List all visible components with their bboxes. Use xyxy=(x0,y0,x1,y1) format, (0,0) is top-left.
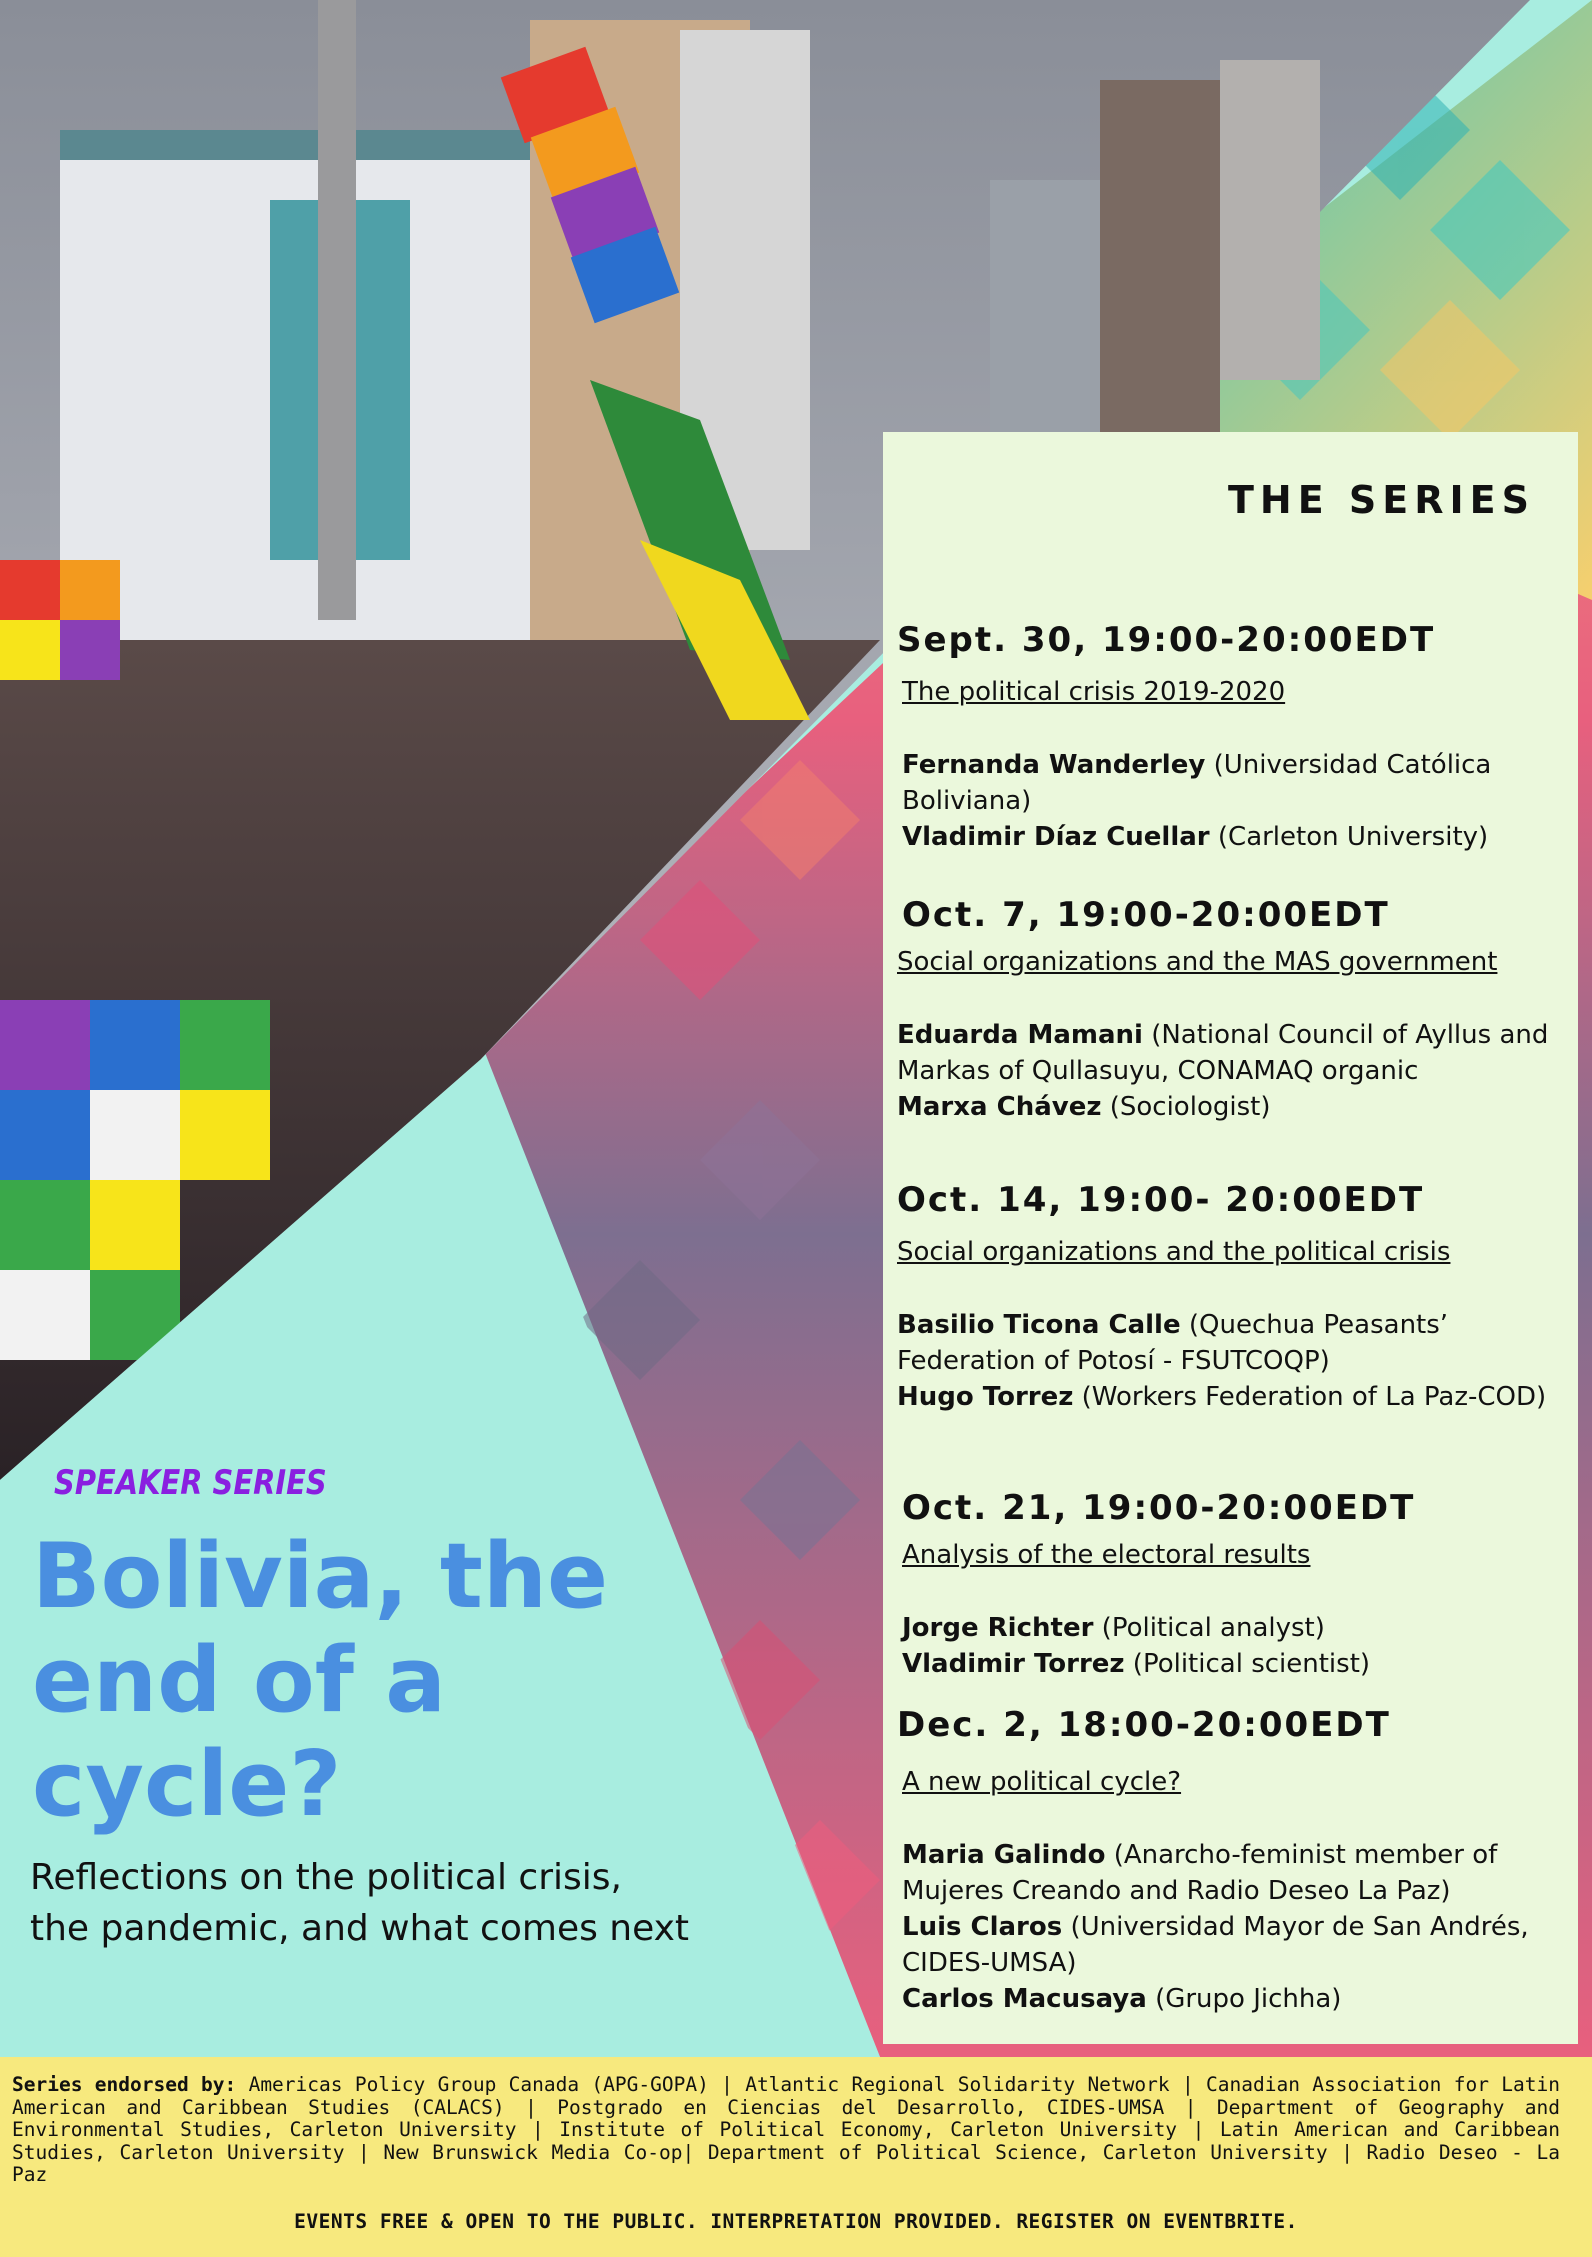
event-5-date: Dec. 2, 18:00-20:00EDT xyxy=(897,1705,1391,1745)
event-1-topic: The political crisis 2019-2020 xyxy=(902,677,1286,707)
speaker-series-kicker: SPEAKER SERIES xyxy=(54,1463,327,1503)
page-subtitle: Reflections on the political crisis, the pandemic, and what comes next xyxy=(30,1857,690,1949)
endorsed-list: Americas Policy Group Canada (APG-GOPA) | Atlantic Regional Solidarity Network | Canadian Association for Latin American and Caribbean Studies (CALACS) | Postgrado en Ciencias del Desarrollo, CIDES-UMSA | Department of Geography and Environmental Studies, Carleton University | Institute of Political Economy, Carleton University | Latin American and Caribbean Studies, Carleton University | New Brunswick Media Co-op| Department of Political Science, Carleton University | Radio Deseo - La Paz xyxy=(12,2073,1560,2186)
speaker: Jorge Richter (Political analyst) xyxy=(902,1613,1325,1643)
speaker: Eduarda Mamani (National Council of Ayllus and Markas of Qullasuyu, CONAMAQ organic xyxy=(897,1020,1549,1086)
event-1-date: Sept. 30, 19:00-20:00EDT xyxy=(897,620,1436,660)
speaker: Fernanda Wanderley (Universidad Católica Boliviana) xyxy=(902,750,1492,816)
event-3-topic: Social organizations and the political crisis xyxy=(897,1237,1451,1267)
events-note: EVENTS FREE & OPEN TO THE PUBLIC. INTERPRETATION PROVIDED. REGISTER ON EVENTBRITE. xyxy=(294,2210,1298,2233)
event-2-topic: Social organizations and the MAS government xyxy=(897,947,1498,977)
endorsements xyxy=(12,2074,1560,2187)
speaker: Maria Galindo (Anarcho-feminist member of Mujeres Creando and Radio Deseo La Paz) xyxy=(902,1840,1498,1906)
speaker: Basilio Ticona Calle (Quechua Peasants’ Federation of Potosí - FSUTCOQP) xyxy=(897,1310,1449,1376)
event-5-speakers xyxy=(902,1837,1582,2017)
event-3-date: Oct. 14, 19:00- 20:00EDT xyxy=(897,1180,1425,1220)
event-1-speakers xyxy=(902,747,1582,855)
event-2-speakers xyxy=(897,1017,1577,1125)
page-title: Bolivia, the end of a cycle? xyxy=(32,1524,609,1837)
event-4-speakers xyxy=(902,1610,1582,1682)
speaker: Carlos Macusaya (Grupo Jichha) xyxy=(902,1984,1342,2014)
event-2-date: Oct. 7, 19:00-20:00EDT xyxy=(902,895,1390,935)
event-4-topic: Analysis of the electoral results xyxy=(902,1540,1311,1570)
event-5-topic: A new political cycle? xyxy=(902,1767,1182,1797)
event-3-speakers xyxy=(897,1307,1577,1415)
series-heading: THE SERIES xyxy=(1228,478,1535,522)
speaker: Vladimir Torrez (Political scientist) xyxy=(902,1649,1371,1679)
event-4-date: Oct. 21, 19:00-20:00EDT xyxy=(902,1488,1416,1528)
speaker: Hugo Torrez (Workers Federation of La Paz-COD) xyxy=(897,1382,1547,1412)
speaker: Marxa Chávez (Sociologist) xyxy=(897,1092,1271,1122)
speaker: Vladimir Díaz Cuellar (Carleton University) xyxy=(902,822,1489,852)
speaker: Luis Claros (Universidad Mayor de San Andrés, CIDES-UMSA) xyxy=(902,1912,1529,1978)
endorsed-label: Series endorsed by: xyxy=(12,2073,237,2096)
